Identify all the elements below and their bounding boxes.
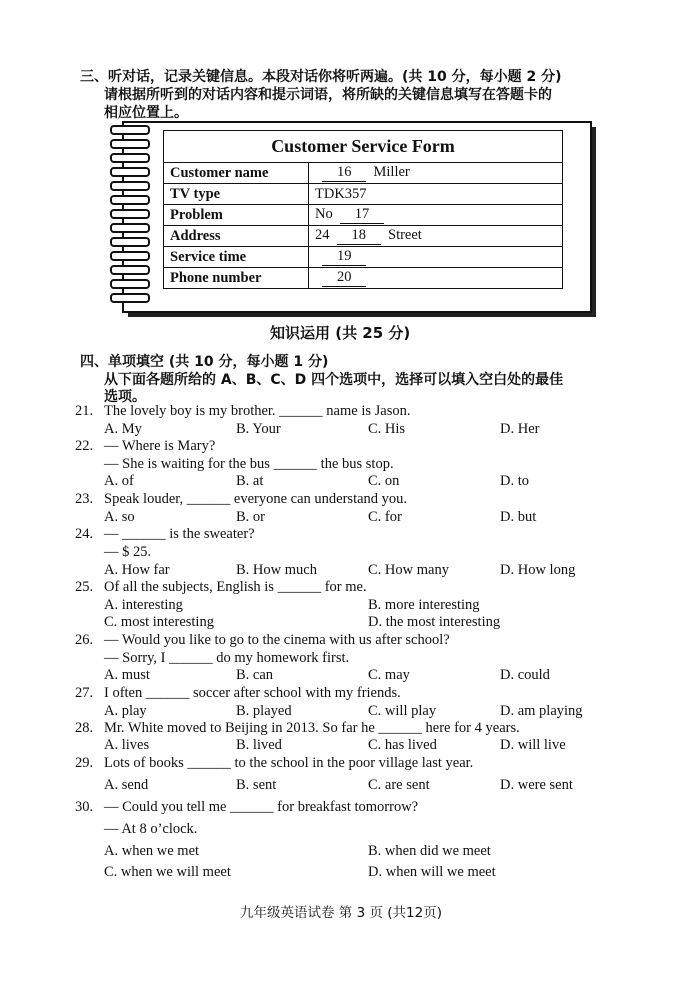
form-value: TDK357 — [309, 184, 563, 205]
question-stem: The lovely boy is my brother. ______ name is Jason. — [104, 403, 411, 419]
option-d[interactable]: D. the most interesting — [368, 614, 501, 630]
spiral-ring-icon — [110, 209, 150, 219]
spiral-ring-icon — [110, 167, 150, 177]
question-number: 27. — [75, 685, 94, 701]
option-d[interactable]: D. How long — [500, 562, 576, 578]
form-value — [309, 205, 563, 226]
question-stem-line2: — She is waiting for the bus ______ the bus stop. — [104, 456, 394, 472]
option-b[interactable]: B. How much — [236, 562, 317, 578]
section3-instruction-line2: 相应位置上。 — [104, 105, 188, 121]
option-a[interactable]: A. must — [104, 667, 150, 683]
form-value-text: Miller — [373, 164, 410, 180]
spiral-ring-icon — [110, 237, 150, 247]
option-d[interactable]: D. Her — [500, 421, 540, 437]
spiral-ring-icon — [110, 251, 150, 261]
option-a[interactable]: A. when we met — [104, 843, 200, 859]
section3-instruction-line1: 请根据所听到的对话内容和提示词语，将所缺的关键信息填写在答题卡的 — [104, 87, 552, 103]
question-stem: Lots of books ______ to the school in the poor village last year. — [104, 755, 474, 771]
option-d[interactable]: D. when will we meet — [368, 864, 496, 880]
form-value — [309, 226, 563, 247]
answer-blank-19[interactable]: 19 — [322, 248, 366, 266]
option-d[interactable]: D. to — [500, 473, 529, 489]
answer-blank-20[interactable]: 20 — [322, 269, 366, 287]
spiral-ring-icon — [110, 195, 150, 205]
option-c[interactable]: C. has lived — [368, 737, 437, 753]
option-c[interactable]: C. for — [368, 509, 402, 525]
option-b[interactable]: B. or — [236, 509, 265, 525]
option-c[interactable]: C. most interesting — [104, 614, 214, 630]
question-stem: Speak louder, ______ everyone can understand you. — [104, 491, 408, 507]
option-b[interactable]: B. when did we meet — [368, 843, 491, 859]
answer-blank-17[interactable]: 17 — [340, 206, 384, 224]
option-a[interactable]: A. of — [104, 473, 134, 489]
question-number: 30. — [75, 799, 94, 815]
question-stem: I often ______ soccer after school with my friends. — [104, 685, 401, 701]
option-c[interactable]: C. His — [368, 421, 406, 437]
option-a[interactable]: A. lives — [104, 737, 150, 753]
form-label: Customer name — [164, 163, 309, 184]
option-c[interactable]: C. when we will meet — [104, 864, 231, 880]
option-d[interactable]: D. am playing — [500, 703, 583, 719]
option-a[interactable]: A. interesting — [104, 597, 183, 613]
form-value — [309, 268, 563, 289]
question-number: 24. — [75, 526, 94, 542]
question-stem-line2: — At 8 o’clock. — [104, 821, 198, 837]
form-label: Problem — [164, 205, 309, 226]
customer-service-notebook — [110, 121, 588, 311]
option-c[interactable]: C. How many — [368, 562, 449, 578]
option-b[interactable]: B. lived — [236, 737, 282, 753]
option-c[interactable]: C. may — [368, 667, 410, 683]
question-number: 22. — [75, 438, 94, 454]
option-a[interactable]: A. play — [104, 703, 147, 719]
option-b[interactable]: B. sent — [236, 777, 277, 793]
form-value-text: Street — [388, 227, 422, 243]
question-stem: — ______ is the sweater? — [104, 526, 255, 542]
question-stem: — Where is Mary? — [104, 438, 216, 454]
table-row — [164, 268, 563, 289]
spiral-ring-icon — [110, 279, 150, 289]
question-number: 26. — [75, 632, 94, 648]
spiral-ring-icon — [110, 265, 150, 275]
form-value-text: No — [315, 206, 333, 222]
section4-heading: 四、单项填空 (共 10 分，每小题 1 分) — [80, 354, 329, 370]
table-row — [164, 163, 563, 184]
question-stem: — Could you tell me ______ for breakfast tomorrow? — [104, 799, 419, 815]
option-c[interactable]: C. will play — [368, 703, 437, 719]
section4-instruction-line1: 从下面各题所给的 A、B、C、D 四个选项中，选择可以填入空白处的最佳 — [104, 372, 564, 388]
spiral-ring-icon — [110, 139, 150, 149]
question-stem-line2: — Sorry, I ______ do my homework first. — [104, 650, 350, 666]
question-number: 29. — [75, 755, 94, 771]
question-number: 28. — [75, 720, 94, 736]
question-stem: Of all the subjects, English is ______ for me. — [104, 579, 367, 595]
question-stem-line2: — $ 25. — [104, 544, 152, 560]
option-b[interactable]: B. Your — [236, 421, 281, 437]
form-value — [309, 163, 563, 184]
form-value — [309, 247, 563, 268]
spiral-ring-icon — [110, 293, 150, 303]
form-label: Address — [164, 226, 309, 247]
table-row — [164, 184, 563, 205]
section3-heading: 三、听对话，记录关键信息。本段对话你将听两遍。(共 10 分，每小题 2 分) — [80, 69, 562, 85]
part-title: 知识运用 (共 25 分) — [270, 324, 411, 342]
form-title: Customer Service Form — [164, 131, 563, 163]
question-number: 25. — [75, 579, 94, 595]
option-d[interactable]: D. but — [500, 509, 537, 525]
form-label: TV type — [164, 184, 309, 205]
option-d[interactable]: D. were sent — [500, 777, 573, 793]
table-row — [164, 226, 563, 247]
option-a[interactable]: A. so — [104, 509, 135, 525]
spiral-ring-icon — [110, 153, 150, 163]
spiral-ring-icon — [110, 223, 150, 233]
option-c[interactable]: C. on — [368, 473, 400, 489]
question-number: 21. — [75, 403, 94, 419]
answer-blank-18[interactable]: 18 — [337, 227, 381, 245]
answer-blank-16[interactable]: 16 — [322, 164, 366, 182]
page-footer: 九年级英语试卷 第 3 页 (共12页) — [240, 905, 442, 921]
spiral-ring-icon — [110, 125, 150, 135]
section4-instruction-line2: 选项。 — [104, 389, 146, 405]
option-a[interactable]: A. send — [104, 777, 149, 793]
option-b[interactable]: B. at — [236, 473, 264, 489]
form-label: Service time — [164, 247, 309, 268]
form-value-text: 24 — [315, 227, 330, 243]
form-label: Phone number — [164, 268, 309, 289]
table-row — [164, 205, 563, 226]
option-b[interactable]: B. played — [236, 703, 292, 719]
option-a[interactable]: A. How far — [104, 562, 170, 578]
option-a[interactable]: A. My — [104, 421, 142, 437]
question-stem: — Would you like to go to the cinema with us after school? — [104, 632, 450, 648]
option-d[interactable]: D. will live — [500, 737, 566, 753]
customer-service-form — [163, 130, 563, 289]
option-c[interactable]: C. are sent — [368, 777, 430, 793]
option-b[interactable]: B. more interesting — [368, 597, 480, 613]
spiral-ring-icon — [110, 181, 150, 191]
table-row — [164, 247, 563, 268]
option-b[interactable]: B. can — [236, 667, 274, 683]
option-d[interactable]: D. could — [500, 667, 550, 683]
question-stem: Mr. White moved to Beijing in 2013. So far he ______ here for 4 years. — [104, 720, 520, 736]
question-number: 23. — [75, 491, 94, 507]
